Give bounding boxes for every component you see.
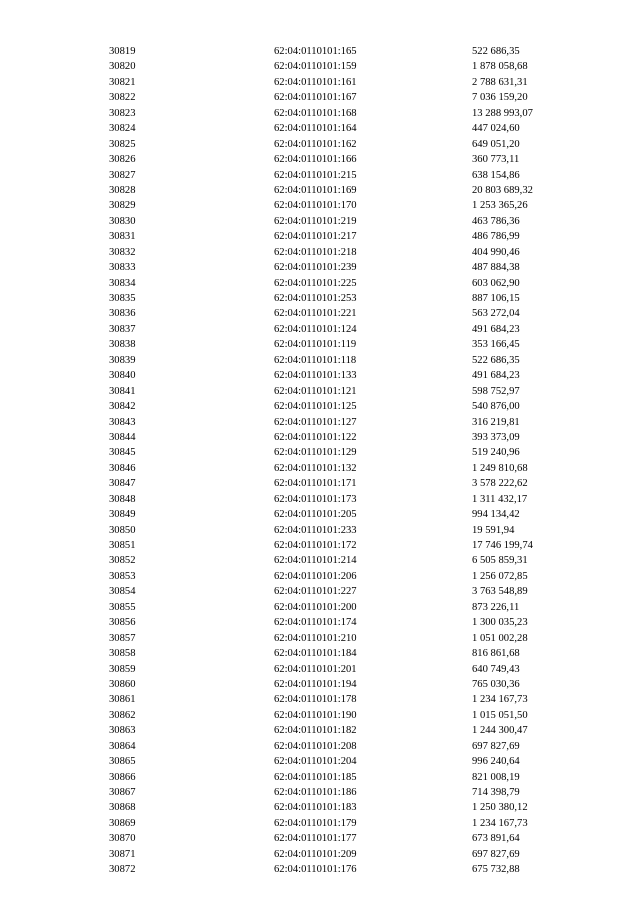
cadastral-value-cell: 519 240,96 — [472, 447, 520, 459]
row-number-cell: 30872 — [109, 864, 136, 876]
table-row — [0, 723, 640, 738]
cadastral-number-cell: 62:04:0110101:179 — [274, 817, 357, 829]
cadastral-value-cell: 1 311 432,17 — [472, 493, 528, 505]
row-number-cell: 30819 — [109, 46, 136, 57]
row-number-cell: 30833 — [109, 262, 136, 274]
cadastral-value-cell: 1 234 167,73 — [472, 694, 528, 706]
table-row — [0, 245, 640, 260]
row-number-cell: 30868 — [109, 802, 136, 814]
row-number-cell: 30866 — [109, 771, 136, 783]
cadastral-value-cell: 6 505 859,31 — [472, 555, 528, 567]
cadastral-number-cell: 62:04:0110101:239 — [274, 262, 357, 274]
cadastral-number-cell: 62:04:0110101:253 — [274, 293, 357, 304]
cadastral-number-cell: 62:04:0110101:221 — [274, 308, 357, 320]
row-number-cell: 30863 — [109, 725, 136, 737]
cadastral-number-cell: 62:04:0110101:215 — [274, 169, 357, 181]
row-number-cell: 30835 — [109, 293, 136, 304]
cadastral-number-cell: 62:04:0110101:166 — [274, 154, 357, 166]
row-number-cell: 30827 — [109, 169, 136, 181]
cadastral-number-cell: 62:04:0110101:225 — [274, 277, 357, 289]
cadastral-value-cell: 1 878 058,68 — [472, 61, 528, 73]
cadastral-number-cell: 62:04:0110101:170 — [274, 200, 357, 212]
table-row — [0, 430, 640, 445]
cadastral-value-cell: 1 051 002,28 — [472, 632, 528, 644]
cadastral-number-cell: 62:04:0110101:129 — [274, 447, 357, 459]
cadastral-number-cell: 62:04:0110101:204 — [274, 756, 357, 768]
row-number-cell: 30828 — [109, 184, 136, 196]
row-number-cell: 30852 — [109, 555, 136, 567]
cadastral-number-cell: 62:04:0110101:159 — [274, 61, 357, 73]
table-row — [0, 770, 640, 785]
cadastral-number-cell: 62:04:0110101:217 — [274, 231, 357, 243]
cadastral-value-cell: 463 786,36 — [472, 215, 520, 227]
cadastral-number-cell: 62:04:0110101:214 — [274, 555, 357, 567]
table-row — [0, 692, 640, 707]
cadastral-number-cell: 62:04:0110101:173 — [274, 493, 357, 505]
table-row — [0, 847, 640, 862]
row-number-cell: 30844 — [109, 431, 136, 443]
cadastral-value-cell: 673 891,64 — [472, 833, 520, 845]
row-number-cell: 30856 — [109, 617, 136, 629]
row-number-cell: 30837 — [109, 323, 136, 335]
row-number-cell: 30859 — [109, 663, 136, 675]
table-row — [0, 291, 640, 306]
table-row — [0, 800, 640, 815]
table-row — [0, 353, 640, 368]
cadastral-number-cell: 62:04:0110101:165 — [274, 46, 357, 57]
cadastral-number-cell: 62:04:0110101:183 — [274, 802, 357, 814]
row-number-cell: 30854 — [109, 586, 136, 598]
row-number-cell: 30847 — [109, 478, 136, 490]
cadastral-number-cell: 62:04:0110101:124 — [274, 323, 357, 335]
cadastral-number-cell: 62:04:0110101:219 — [274, 215, 357, 227]
cadastral-value-cell: 563 272,04 — [472, 308, 520, 320]
table-row — [0, 384, 640, 399]
table-row — [0, 415, 640, 430]
row-number-cell: 30839 — [109, 354, 136, 366]
row-number-cell: 30869 — [109, 817, 136, 829]
cadastral-number-cell: 62:04:0110101:174 — [274, 617, 357, 629]
row-number-cell: 30864 — [109, 740, 136, 752]
table-row — [0, 708, 640, 723]
cadastral-value-cell: 1 015 051,50 — [472, 709, 528, 721]
row-number-cell: 30825 — [109, 138, 136, 150]
cadastral-value-cell: 1 249 810,68 — [472, 462, 528, 474]
row-number-cell: 30871 — [109, 848, 136, 860]
cadastral-value-cell: 1 256 072,85 — [472, 570, 528, 582]
row-number-cell: 30842 — [109, 401, 136, 413]
table-row — [0, 306, 640, 321]
cadastral-value-cell: 1 300 035,23 — [472, 617, 528, 629]
cadastral-number-cell: 62:04:0110101:119 — [274, 339, 357, 351]
row-number-cell: 30823 — [109, 107, 136, 119]
cadastral-value-cell: 996 240,64 — [472, 756, 520, 768]
cadastral-value-cell: 491 684,23 — [472, 323, 520, 335]
cadastral-value-cell: 873 226,11 — [472, 601, 520, 613]
cadastral-value-cell: 598 752,97 — [472, 385, 520, 397]
cadastral-number-cell: 62:04:0110101:121 — [274, 385, 357, 397]
row-number-cell: 30861 — [109, 694, 136, 706]
table-row — [0, 507, 640, 522]
cadastral-number-cell: 62:04:0110101:194 — [274, 678, 357, 690]
table-row — [0, 553, 640, 568]
table-row — [0, 476, 640, 491]
cadastral-value-cell: 1 253 365,26 — [472, 200, 528, 212]
cadastral-value-cell: 816 861,68 — [472, 648, 520, 660]
table-row — [0, 214, 640, 229]
row-number-cell: 30840 — [109, 370, 136, 382]
table-row — [0, 276, 640, 291]
cadastral-value-cell: 697 827,69 — [472, 740, 520, 752]
cadastral-number-cell: 62:04:0110101:122 — [274, 431, 357, 443]
cadastral-value-cell: 7 036 159,20 — [472, 92, 528, 104]
row-number-cell: 30855 — [109, 601, 136, 613]
table-row — [0, 121, 640, 136]
cadastral-value-cell: 486 786,99 — [472, 231, 520, 243]
cadastral-number-cell: 62:04:0110101:133 — [274, 370, 357, 382]
row-number-cell: 30841 — [109, 385, 136, 397]
table-row — [0, 754, 640, 769]
cadastral-number-cell: 62:04:0110101:208 — [274, 740, 357, 752]
cadastral-number-cell: 62:04:0110101:200 — [274, 601, 357, 613]
cadastral-value-cell: 821 008,19 — [472, 771, 520, 783]
cadastral-number-cell: 62:04:0110101:125 — [274, 401, 357, 413]
row-number-cell: 30862 — [109, 709, 136, 721]
row-number-cell: 30822 — [109, 92, 136, 104]
cadastral-number-cell: 62:04:0110101:233 — [274, 524, 357, 536]
cadastral-value-cell: 675 732,88 — [472, 864, 520, 876]
cadastral-number-cell: 62:04:0110101:227 — [274, 586, 357, 598]
table-row — [0, 862, 640, 877]
table-row — [0, 584, 640, 599]
cadastral-value-cell: 994 134,42 — [472, 509, 520, 521]
row-number-cell: 30849 — [109, 509, 136, 521]
cadastral-number-cell: 62:04:0110101:209 — [274, 848, 357, 860]
table-row — [0, 662, 640, 677]
table-row — [0, 646, 640, 661]
row-number-cell: 30857 — [109, 632, 136, 644]
cadastral-value-cell: 714 398,79 — [472, 787, 520, 798]
row-number-cell: 30826 — [109, 154, 136, 166]
cadastral-number-cell: 62:04:0110101:205 — [274, 509, 357, 521]
table-row — [0, 399, 640, 414]
cadastral-number-cell: 62:04:0110101:185 — [274, 771, 357, 783]
cadastral-value-cell: 540 876,00 — [472, 401, 520, 413]
row-number-cell: 30821 — [109, 76, 136, 88]
table-row — [0, 816, 640, 831]
cadastral-value-cell: 20 803 689,32 — [472, 184, 533, 196]
cadastral-value-cell: 447 024,60 — [472, 123, 520, 135]
cadastral-number-cell: 62:04:0110101:182 — [274, 725, 357, 737]
cadastral-number-cell: 62:04:0110101:132 — [274, 462, 357, 474]
cadastral-value-cell: 697 827,69 — [472, 848, 520, 860]
table-row — [0, 106, 640, 121]
cadastral-number-cell: 62:04:0110101:218 — [274, 246, 357, 258]
cadastral-number-cell: 62:04:0110101:118 — [274, 354, 357, 366]
cadastral-value-cell: 404 990,46 — [472, 246, 520, 258]
table-row — [0, 59, 640, 74]
cadastral-value-cell: 393 373,09 — [472, 431, 520, 443]
table-row — [0, 831, 640, 846]
cadastral-value-cell: 316 219,81 — [472, 416, 520, 428]
table-row — [0, 785, 640, 800]
table-row — [0, 137, 640, 152]
cadastral-value-cell: 522 686,35 — [472, 46, 520, 57]
table-row — [0, 168, 640, 183]
table-row — [0, 229, 640, 244]
row-number-cell: 30824 — [109, 123, 136, 135]
document-table — [0, 44, 640, 878]
table-row — [0, 322, 640, 337]
cadastral-value-cell: 638 154,86 — [472, 169, 520, 181]
table-row — [0, 461, 640, 476]
cadastral-number-cell: 62:04:0110101:162 — [274, 138, 357, 150]
cadastral-number-cell: 62:04:0110101:177 — [274, 833, 357, 845]
row-number-cell: 30838 — [109, 339, 136, 351]
table-row — [0, 538, 640, 553]
row-number-cell: 30845 — [109, 447, 136, 459]
table-row — [0, 152, 640, 167]
cadastral-value-cell: 19 591,94 — [472, 524, 515, 536]
row-number-cell: 30836 — [109, 308, 136, 320]
table-row — [0, 600, 640, 615]
table-row — [0, 445, 640, 460]
cadastral-number-cell: 62:04:0110101:127 — [274, 416, 357, 428]
row-number-cell: 30832 — [109, 246, 136, 258]
cadastral-value-cell: 522 686,35 — [472, 354, 520, 366]
cadastral-value-cell: 491 684,23 — [472, 370, 520, 382]
cadastral-value-cell: 3 578 222,62 — [472, 478, 528, 490]
table-row — [0, 90, 640, 105]
table-row — [0, 198, 640, 213]
table-row — [0, 183, 640, 198]
table-row — [0, 569, 640, 584]
cadastral-value-cell: 603 062,90 — [472, 277, 520, 289]
table-row — [0, 631, 640, 646]
cadastral-number-cell: 62:04:0110101:190 — [274, 709, 357, 721]
row-number-cell: 30843 — [109, 416, 136, 428]
row-number-cell: 30853 — [109, 570, 136, 582]
cadastral-number-cell: 62:04:0110101:210 — [274, 632, 357, 644]
row-number-cell: 30848 — [109, 493, 136, 505]
table-row — [0, 677, 640, 692]
row-number-cell: 30850 — [109, 524, 136, 536]
cadastral-number-cell: 62:04:0110101:184 — [274, 648, 357, 660]
cadastral-number-cell: 62:04:0110101:164 — [274, 123, 357, 135]
row-number-cell: 30831 — [109, 231, 136, 243]
row-number-cell: 30867 — [109, 787, 136, 798]
cadastral-value-cell: 13 288 993,07 — [472, 107, 533, 119]
row-number-cell: 30860 — [109, 678, 136, 690]
table-row — [0, 337, 640, 352]
table-row — [0, 44, 640, 59]
table-row — [0, 492, 640, 507]
cadastral-value-cell: 353 166,45 — [472, 339, 520, 351]
row-number-cell: 30829 — [109, 200, 136, 212]
cadastral-number-cell: 62:04:0110101:171 — [274, 478, 357, 490]
cadastral-value-cell: 2 788 631,31 — [472, 76, 528, 88]
cadastral-value-cell: 3 763 548,89 — [472, 586, 528, 598]
cadastral-value-cell: 1 234 167,73 — [472, 817, 528, 829]
cadastral-value-cell: 17 746 199,74 — [472, 540, 533, 551]
table-row — [0, 368, 640, 383]
cadastral-number-cell: 62:04:0110101:172 — [274, 540, 357, 551]
cadastral-value-cell: 1 244 300,47 — [472, 725, 528, 737]
cadastral-value-cell: 1 250 380,12 — [472, 802, 528, 814]
cadastral-number-cell: 62:04:0110101:201 — [274, 663, 357, 675]
cadastral-number-cell: 62:04:0110101:186 — [274, 787, 357, 798]
cadastral-value-cell: 765 030,36 — [472, 678, 520, 690]
row-number-cell: 30820 — [109, 61, 136, 73]
row-number-cell: 30865 — [109, 756, 136, 768]
row-number-cell: 30846 — [109, 462, 136, 474]
cadastral-value-cell: 360 773,11 — [472, 154, 520, 166]
table-row — [0, 615, 640, 630]
row-number-cell: 30851 — [109, 540, 136, 551]
cadastral-value-cell: 649 051,20 — [472, 138, 520, 150]
cadastral-number-cell: 62:04:0110101:176 — [274, 864, 357, 876]
table-row — [0, 739, 640, 754]
cadastral-value-cell: 887 106,15 — [472, 293, 520, 304]
table-row — [0, 75, 640, 90]
cadastral-value-cell: 640 749,43 — [472, 663, 520, 675]
row-number-cell: 30834 — [109, 277, 136, 289]
cadastral-number-cell: 62:04:0110101:167 — [274, 92, 357, 104]
cadastral-number-cell: 62:04:0110101:168 — [274, 107, 357, 119]
cadastral-value-cell: 487 884,38 — [472, 262, 520, 274]
row-number-cell: 30830 — [109, 215, 136, 227]
table-row — [0, 260, 640, 275]
cadastral-number-cell: 62:04:0110101:169 — [274, 184, 357, 196]
row-number-cell: 30870 — [109, 833, 136, 845]
table-row — [0, 523, 640, 538]
row-number-cell: 30858 — [109, 648, 136, 660]
cadastral-number-cell: 62:04:0110101:178 — [274, 694, 357, 706]
cadastral-number-cell: 62:04:0110101:161 — [274, 76, 357, 88]
cadastral-number-cell: 62:04:0110101:206 — [274, 570, 357, 582]
